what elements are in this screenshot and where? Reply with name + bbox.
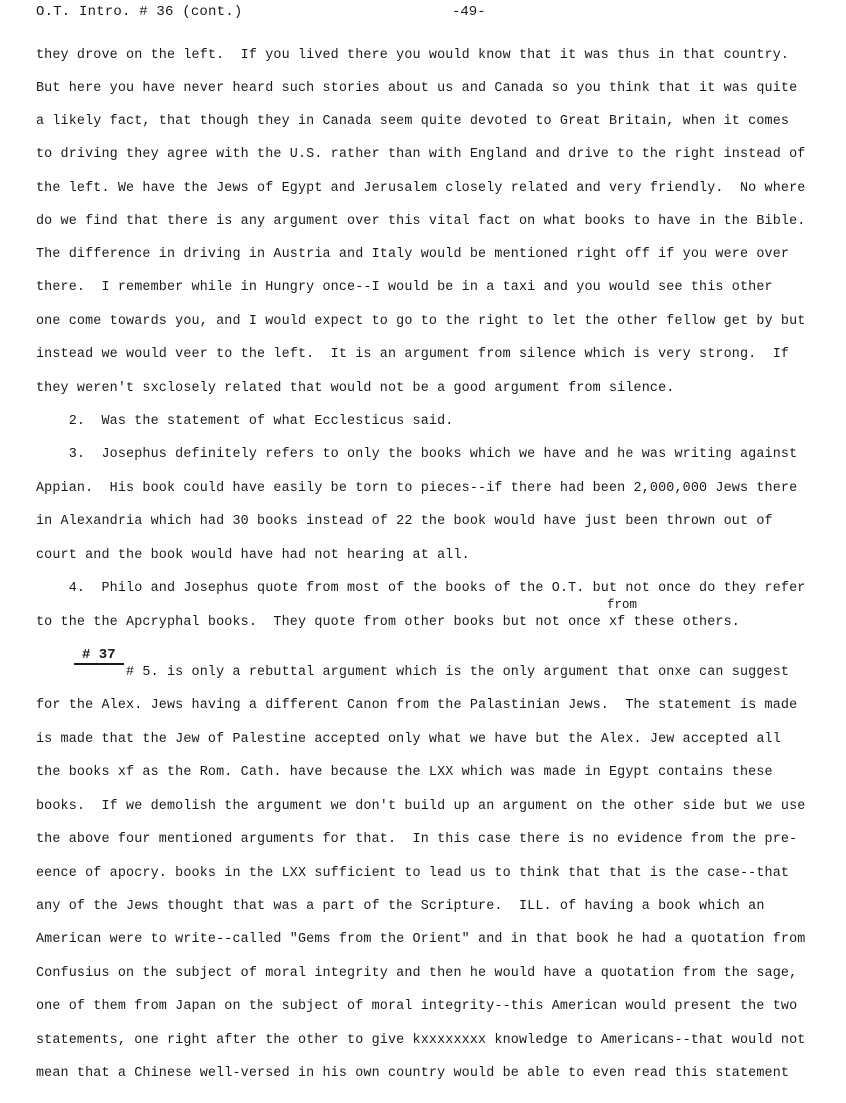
text-line: they drove on the left. If you lived there you would know that it was thus in that country. (36, 48, 790, 63)
text-line: one of them from Japan on the subject of moral integrity--this American would present the two (36, 999, 798, 1014)
text-line: do we find that there is any argument over this vital fact on what books to have in the Bible. (36, 214, 806, 229)
text-line: # 5. is only a rebuttal argument which is the only argument that onxe can suggest (36, 665, 790, 680)
text-line: American were to write--called "Gems from the Orient" and in that book he had a quotation from (36, 932, 806, 947)
text-line: the books xf as the Rom. Cath. have because the LXX which was made in Egypt contains these (36, 765, 773, 780)
margin-marker: # 37 (82, 647, 116, 663)
text-line: 2. Was the statement of what Ecclesticus said. (36, 414, 454, 429)
text-line: in Alexandria which had 30 books instead of 22 the book would have just been thrown out of (36, 514, 773, 529)
text-line: statements, one right after the other to give kxxxxxxxx knowledge to Americans--that would not (36, 1033, 806, 1048)
text-line: there. I remember while in Hungry once--I would be in a taxi and you would see this other (36, 280, 773, 295)
text-line: instead we would veer to the left. It is an argument from silence which is very strong. If (36, 347, 790, 362)
text-line: to driving they agree with the U.S. rather than with England and drive to the right instead of (36, 147, 806, 162)
text-line: a likely fact, that though they in Canada seem quite devoted to Great Britain, when it comes (36, 114, 790, 129)
text-line: one come towards you, and I would expect to go to the right to let the other fellow get by but (36, 314, 806, 329)
text-line: any of the Jews thought that was a part of the Scripture. ILL. of having a book which an (36, 899, 765, 914)
text-line: But here you have never heard such stories about us and Canada so you think that it was quite (36, 81, 798, 96)
text-line: The difference in driving in Austria and Italy would be mentioned right off if you were over (36, 247, 790, 262)
text-line: they weren't sxclosely related that would not be a good argument from silence. (36, 381, 675, 396)
page-header-title: O.T. Intro. # 36 (cont.) (36, 4, 243, 20)
text-line: Appian. His book could have easily be torn to pieces--if there had been 2,000,000 Jews there (36, 481, 798, 496)
text-line: is made that the Jew of Palestine accepted only what we have but the Alex. Jew accepted all (36, 732, 781, 747)
text-line: the left. We have the Jews of Egypt and Jerusalem closely related and very friendly. No where (36, 181, 806, 196)
text-line: the above four mentioned arguments for that. In this case there is no evidence from the pre- (36, 832, 798, 847)
text-line: eence of apocry. books in the LXX sufficient to lead us to think that that is the case--that (36, 866, 790, 881)
text-line: 4. Philo and Josephus quote from most of the books of the O.T. but not once do they refer (36, 581, 806, 596)
text-line: for the Alex. Jews having a different Canon from the Palastinian Jews. The statement is made (36, 698, 798, 713)
margin-marker-underline (74, 663, 124, 665)
text-line: Confusius on the subject of moral integrity and then he would have a quotation from the sage, (36, 966, 798, 981)
text-line: 3. Josephus definitely refers to only the books which we have and he was writing against (36, 447, 798, 462)
page-number: -49- (452, 4, 486, 20)
text-line: to the the Apcryphal books. They quote from other books but not once xf these others. (36, 615, 740, 630)
text-line: court and the book would have had not hearing at all. (36, 548, 470, 563)
text-line: mean that a Chinese well-versed in his own country would be able to even read this statement (36, 1066, 790, 1081)
interlinear-insert: from (607, 598, 638, 612)
text-line: books. If we demolish the argument we don't build up an argument on the other side but we use (36, 799, 806, 814)
